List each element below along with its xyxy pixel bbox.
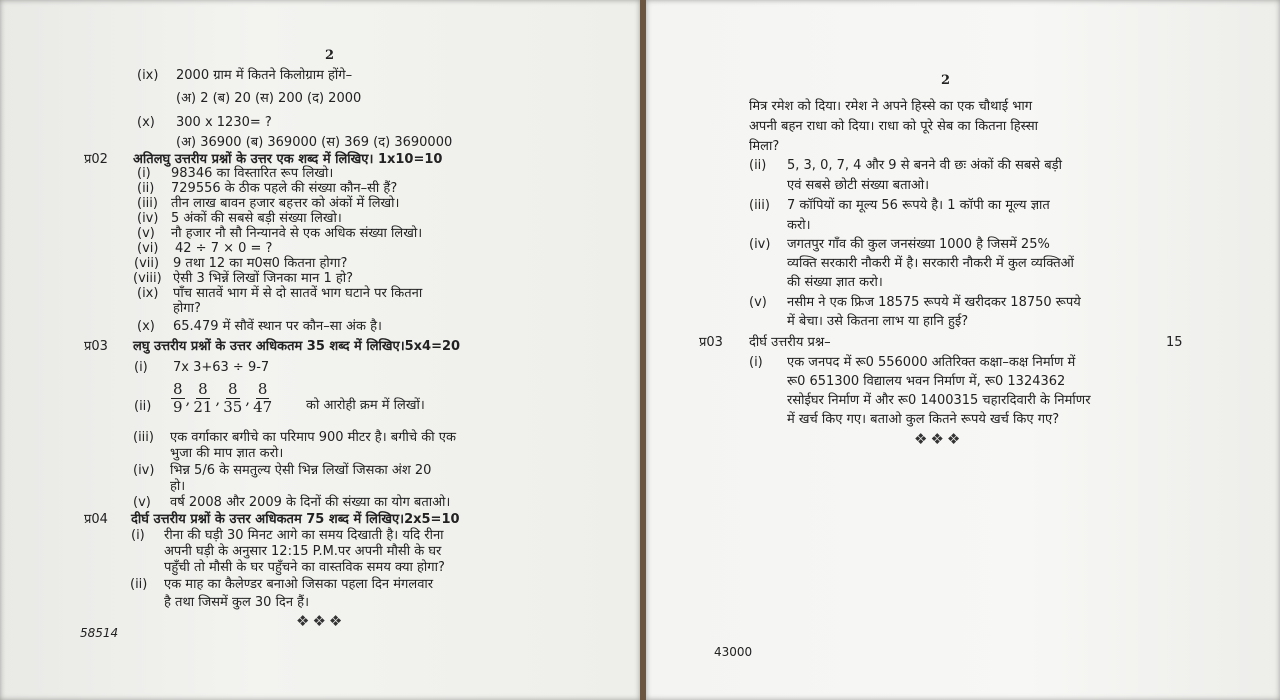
- q2-x-t: 65.479 में सौवें स्थान पर कौन–सा अंक है।: [173, 319, 382, 334]
- q2-iii-l: (iii): [137, 196, 158, 211]
- r-v-l: (v): [749, 295, 767, 310]
- r-i-t2: रू0 651300 विद्यालय भवन निर्माण में, रू0 1324362: [787, 374, 1066, 389]
- fraction-denominator: 35: [223, 398, 243, 416]
- q4-i-t2: अपनी घड़ी के अनुसार 12:15 P.M.पर अपनी मौसी के घर: [164, 544, 442, 559]
- r-i-t: एक जनपद में रू0 556000 अतिरिक्त कक्षा–कक्ष निर्माण में: [787, 355, 1076, 370]
- q3-iv-t2: हो।: [170, 479, 186, 494]
- r-ii-l: (ii): [749, 158, 767, 173]
- fraction-separator: ,: [245, 390, 251, 408]
- fraction-denominator: 9: [173, 398, 183, 416]
- q3-iv-l: (iv): [133, 463, 155, 478]
- fraction-denominator: 21: [193, 398, 213, 416]
- r-q3-label: प्र03: [699, 335, 723, 350]
- ornament-icon: ❖❖❖: [914, 430, 964, 448]
- q2-x-l: (x): [137, 319, 155, 334]
- r-l3: मिला?: [749, 139, 780, 154]
- r-iii-t: 7 कॉपियों का मूल्य 56 रूपये है। 1 कॉपी का मूल्य ज्ञात: [787, 198, 1050, 213]
- q1x-opts: (अ) 2 (ब) 20 (स) 200 (द) 2000: [176, 91, 362, 106]
- r-v-t2: में बेचा। उसे कितना लाभ या हानि हुई?: [787, 314, 969, 329]
- q2-ii-l: (ii): [137, 181, 155, 196]
- q3-head: लघु उत्तरीय प्रश्नों के उत्तर अधिकतम 35 शब्द में लिखिए।5x4=20: [133, 339, 461, 354]
- q2-v-l: (v): [137, 226, 155, 241]
- r-q3-marks: 15: [1166, 335, 1183, 350]
- q3-i-l: (i): [134, 360, 148, 375]
- fraction: [171, 381, 185, 416]
- r-iv-t2: व्यक्ति सरकारी नौकरी में है। सरकारी नौकरी में कुल व्यक्तिओं: [787, 256, 1074, 271]
- q2-ii-t: 729556 के ठीक पहले की संख्या कौन–सी हैं?: [171, 181, 398, 196]
- q2-i-l: (i): [137, 166, 151, 181]
- q2-vi-t: 42 ÷ 7 × 0 = ?: [175, 241, 273, 256]
- q3-ii-l: (ii): [134, 399, 152, 414]
- fraction: [221, 381, 244, 416]
- fraction-numerator: 8: [173, 380, 183, 398]
- r-ii-t: 5, 3, 0, 7, 4 और 9 से बनने वी छः अंकों की सबसे बड़ी: [787, 158, 1062, 173]
- q2-iv-l: (iv): [137, 211, 159, 226]
- page-number: 2: [325, 48, 335, 63]
- fraction-separator: ,: [215, 390, 221, 408]
- footer-code: 43000: [714, 645, 753, 659]
- q2-vii-t: 9 तथा 12 का म0स0 कितना होगा?: [173, 256, 348, 271]
- q2-i-t: 98346 का विस्तारित रूप लिखो।: [171, 166, 334, 181]
- q3-iv-t: भिन्न 5/6 के समतुल्य ऐसी भिन्न लिखों जिसका अंश 20: [170, 463, 432, 478]
- r-iv-t3: की संख्या ज्ञात करो।: [787, 275, 883, 290]
- q4-ii-l: (ii): [130, 577, 148, 592]
- fraction-numerator: 8: [257, 380, 268, 398]
- footer-code: 58514: [80, 626, 119, 640]
- page-number: 2: [941, 73, 951, 88]
- fraction: [191, 381, 214, 416]
- q1xx-opts: (अ) 36900 (ब) 369000 (स) 369 (द) 3690000: [176, 135, 453, 150]
- fraction-numerator: 8: [227, 380, 238, 398]
- q1xx-label: (x): [137, 115, 155, 130]
- q2-vi-l: (vi): [137, 241, 159, 256]
- q2-iv-t: 5 अंकों की सबसे बड़ी संख्या लिखो।: [171, 211, 342, 226]
- r-i-t3: रसोईघर निर्माण में और रू0 1400315 चहारदिवारी के निर्माणर: [787, 393, 1091, 408]
- q2-ix-l: (ix): [137, 286, 159, 301]
- r-iii-l: (iii): [749, 198, 770, 213]
- r-i-t4: में खर्च किए गए। बताओ कुल कितने रूपये खर्च किए गए?: [787, 412, 1060, 427]
- q2-viii-l: (viii): [133, 271, 162, 286]
- fractions-expression: [170, 381, 275, 416]
- r-iv-t: जगतपुर गाँव की कुल जनसंख्या 1000 है जिसमें 25%: [787, 237, 1050, 252]
- q3-v-l: (v): [133, 495, 151, 510]
- q4-i-l: (i): [131, 528, 145, 543]
- q3-iii-t2: भुजा की माप ज्ञात करो।: [170, 446, 284, 461]
- fraction-separator: ,: [185, 390, 191, 408]
- fraction-numerator: 8: [198, 380, 208, 398]
- q2-v-t: नौ हजार नौ सौ निन्यानवे से एक अधिक संख्या लिखो।: [171, 226, 423, 241]
- q2-head: अतिलघु उत्तरीय प्रश्नों के उत्तर एक शब्द में लिखिए। 1x10=10: [133, 152, 443, 167]
- q2-viii-t: ऐसी 3 भिन्नें लिखों जिनका मान 1 हो?: [173, 271, 354, 286]
- q2-vii-l: (vii): [134, 256, 160, 271]
- q1x-label: (ix): [137, 68, 159, 83]
- r-ii-t2: एवं सबसे छोटी संख्या बताओ।: [787, 178, 930, 193]
- q3-iii-t: एक वर्गाकार बगीचे का परिमाप 900 मीटर है। बगीचे की एक: [170, 430, 456, 445]
- r-iv-l: (iv): [749, 237, 771, 252]
- q4-i-t: रीना की घड़ी 30 मिनट आगे का समय दिखाती है। यदि रीना: [164, 528, 444, 543]
- q4-ii-t: एक माह का कैलेण्डर बनाओ जिसका पहला दिन मंगलवार: [164, 577, 434, 592]
- r-l2: अपनी बहन राधा को दिया। राधा को पूरे सेब का कितना हिस्सा: [749, 119, 1039, 134]
- q4-ii-t2: है तथा जिसमें कुल 30 दिन हैं।: [164, 595, 310, 610]
- q4-label: प्र04: [84, 512, 108, 527]
- q3-label: प्र03: [84, 339, 108, 354]
- q4-i-t3: पहुँची तो मौसी के घर पहुँचने का वास्तविक समय क्या होगा?: [164, 560, 445, 575]
- r-i-l: (i): [749, 355, 763, 370]
- q3-i-t: 7x 3+63 ÷ 9-7: [173, 360, 270, 375]
- r-l1: मित्र रमेश को दिया। रमेश ने अपने हिस्से का एक चौथाई भाग: [749, 99, 1033, 114]
- q1x-text: 2000 ग्राम में कितने किलोग्राम होंगे–: [176, 68, 353, 83]
- r-q3-head: दीर्घ उत्तरीय प्रश्न–: [749, 335, 831, 350]
- q2-iii-t: तीन लाख बावन हजार बहत्तर को अंकों में लिखो।: [171, 196, 400, 211]
- ornament-icon: ❖❖❖: [296, 612, 346, 630]
- q4-head: दीर्घ उत्तरीय प्रश्नों के उत्तर अधिकतम 75 शब्द में लिखिए।2x5=10: [131, 512, 460, 527]
- q2-ix-t2: होगा?: [173, 301, 201, 316]
- q3-ii-t: को आरोही क्रम में लिखों।: [306, 398, 425, 413]
- q1xx-text: 300 x 1230= ?: [176, 115, 272, 130]
- q3-v-t: वर्ष 2008 और 2009 के दिनों की संख्या का योग बताओ।: [170, 495, 451, 510]
- fraction-denominator: 47: [253, 398, 273, 416]
- r-v-t: नसीम ने एक फ्रिज 18575 रूपये में खरीदकर 18750 रूपये: [787, 295, 1081, 310]
- q2-ix-t: पाँच सातवें भाग में से दो सातवें भाग घटाने पर कितना: [173, 286, 423, 301]
- q2-label: प्र02: [84, 152, 108, 167]
- r-iii-t2: करो।: [787, 218, 811, 233]
- right-page: [646, 0, 1280, 700]
- q3-iii-l: (iii): [133, 430, 154, 445]
- fraction: [251, 381, 274, 416]
